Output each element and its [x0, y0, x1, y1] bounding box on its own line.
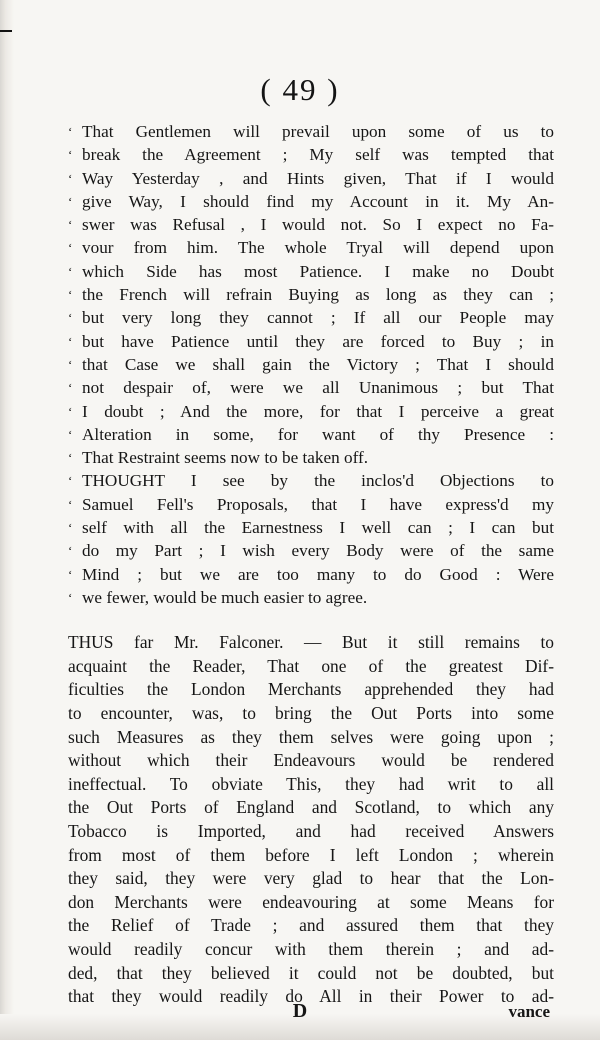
quote-mark: ‘ — [68, 566, 73, 582]
text-line: ‘ That Gentlemen will prevail upon some of us to — [68, 120, 554, 143]
text-line: ‘ we fewer, would be much easier to agree. — [68, 586, 554, 609]
text-line: ‘ give Way, I should find my Account in it. My An- — [68, 190, 554, 213]
text-line: that they would readily do All in their Power to ad- — [68, 986, 554, 1007]
text-line: ‘ Way Yesterday , and Hints given, That if I would — [68, 167, 554, 190]
text-line: the Out Ports of England and Scotland, to which any — [68, 797, 554, 818]
text-line: to encounter, was, to bring the Out Ports into some — [68, 703, 554, 724]
text-line: ‘ swer was Refusal , I would not. So I expect no Fa- — [68, 213, 554, 236]
text-line: ficulties the London Merchants apprehended they had — [68, 679, 554, 700]
quote-mark: ‘ — [68, 124, 73, 139]
text-line: ded, that they believed it could not be doubted, but — [68, 962, 554, 983]
quote-mark: ‘ — [68, 193, 73, 209]
text-line: ‘ that Case we shall gain the Victory ; That I should — [68, 353, 554, 376]
quote-mark: ‘ — [68, 240, 73, 256]
quote-mark: ‘ — [68, 356, 73, 372]
quote-mark: ‘ — [68, 496, 73, 512]
text-block — [68, 120, 554, 1009]
scan-mark — [0, 30, 12, 32]
text-line: ‘ Alteration in some, for want of thy Presence : — [68, 423, 554, 446]
paragraph-2 — [68, 631, 554, 1009]
quote-mark: ‘ — [68, 589, 73, 605]
text-line: THUS far Mr. Falconer. — But it still remains to — [68, 632, 554, 653]
text-line: ‘ I doubt ; And the more, for that I perceive a great — [68, 400, 554, 423]
text-line: ‘ which Side has most Patience. I make no Doubt — [68, 260, 554, 283]
text-line: ‘ Mind ; but we are too many to do Good : Were — [68, 563, 554, 586]
signature-mark: D — [292, 1000, 308, 1022]
text-line: ‘ break the Agreement ; My self was tempted that — [68, 143, 554, 166]
text-line: such Measures as they them selves were going upon ; — [68, 726, 554, 747]
quote-mark: ‘ — [68, 543, 73, 559]
quote-mark: ‘ — [68, 217, 73, 233]
page-number: ( 49 ) — [260, 72, 340, 107]
text-line: ‘ do my Part ; I wish every Body were of the same — [68, 539, 554, 562]
text-line: ‘ THOUGHT I see by the inclos'd Objections to — [68, 469, 554, 492]
text-line: ‘ the French will refrain Buying as long as they can ; — [68, 283, 554, 306]
quote-mark: ‘ — [68, 263, 73, 279]
text-line: the Relief of Trade ; and assured them that they — [68, 915, 554, 936]
text-line: without which their Endeavours would be rendered — [68, 750, 554, 771]
quote-mark: ‘ — [68, 147, 73, 163]
text-line: ‘ vour from him. The whole Tryal will depend upon — [68, 236, 554, 259]
paragraph-gap — [68, 609, 554, 631]
text-line: ‘ but have Patience until they are forced to Buy ; in — [68, 330, 554, 353]
text-line: ‘ but very long they cannot ; If all our People may — [68, 306, 554, 329]
text-line: from most of them before I left London ; wherein — [68, 844, 554, 865]
quote-mark: ‘ — [68, 310, 73, 326]
text-line: acquaint the Reader, That one of the greatest Dif- — [68, 655, 554, 676]
quote-mark: ‘ — [68, 426, 73, 442]
quote-mark: ‘ — [68, 473, 73, 489]
text-line: ‘ self with all the Earnestness I well can ; I can but — [68, 516, 554, 539]
text-line: ‘ not despair of, were we all Unanimous ; but That — [68, 376, 554, 399]
text-line: they said, they were very glad to hear that the Lon- — [68, 868, 554, 889]
text-line: ineffectual. To obviate This, they had writ to all — [68, 773, 554, 794]
quote-mark: ‘ — [68, 333, 73, 349]
quote-mark: ‘ — [68, 520, 73, 536]
text-line: ‘ That Restraint seems now to be taken off. — [68, 446, 554, 469]
quote-mark: ‘ — [68, 380, 73, 396]
catchword: vance — [508, 1002, 550, 1021]
quote-mark: ‘ — [68, 287, 73, 303]
quote-mark: ‘ — [68, 450, 73, 466]
page-left-edge — [0, 0, 14, 1040]
quote-mark: ‘ — [68, 403, 73, 419]
text-line: don Merchants were endeavouring at some Means for — [68, 891, 554, 912]
paragraph-1 — [68, 120, 554, 609]
text-line: ‘ Samuel Fell's Proposals, that I have express'd my — [68, 493, 554, 516]
text-line: Tobacco is Imported, and had received Answers — [68, 820, 554, 841]
text-line: would readily concur with them therein ; and ad- — [68, 938, 554, 959]
quote-mark: ‘ — [68, 170, 73, 186]
